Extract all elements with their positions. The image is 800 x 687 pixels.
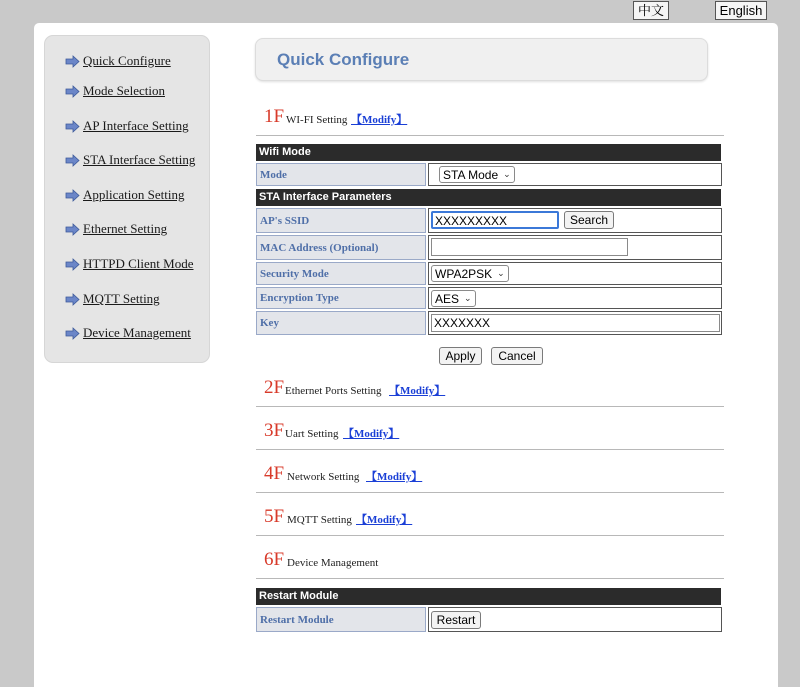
uart-modify-link[interactable]: 【Modify】 [343,428,400,440]
sidebar-item-label: AP Interface Setting [83,118,189,133]
section-number: 4F [264,463,285,484]
mode-select[interactable] [439,166,515,183]
chinese-language-button[interactable]: 中文 [633,1,669,20]
mac-address-cell [428,235,722,260]
security-mode-select[interactable] [431,265,509,282]
sidebar-item-label: Quick Configure [83,53,171,68]
mode-select-value: STA Mode [443,167,499,182]
section-mqtt-setting [256,500,724,536]
restart-module-header: Restart Module [256,588,721,605]
ethernet-modify-link[interactable]: 【Modify】 [389,385,446,397]
cancel-button[interactable]: Cancel [491,347,543,365]
arrow-right-icon [65,293,80,306]
sidebar-item-quick-configure[interactable] [65,51,171,71]
arrow-right-icon [65,258,80,271]
section-number: 1F [264,106,285,127]
arrow-right-icon [65,85,80,98]
section-wifi-setting [256,100,724,136]
key-input[interactable]: XXXXXXX [431,314,720,332]
page-title: Quick Configure [277,50,410,69]
security-mode-value: WPA2PSK [435,266,493,281]
arrow-right-icon [65,189,80,202]
encryption-type-value: AES [435,291,460,306]
chevron-down-icon: ⌄ [503,169,511,179]
section-number: 5F [264,506,285,527]
security-mode-label: Security Mode [256,262,426,285]
key-cell [428,311,722,335]
ssid-label: AP's SSID [256,208,426,233]
sidebar-item-ap-interface-setting[interactable] [65,116,189,136]
page-title-box [255,38,708,81]
key-label: Key [256,311,426,335]
english-language-button[interactable]: English [715,1,767,20]
section-number: 3F [264,420,285,441]
mac-address-label: MAC Address (Optional) [256,235,426,260]
mac-address-input[interactable] [431,238,628,256]
arrow-right-icon [65,327,80,340]
sidebar-item-sta-interface-setting[interactable] [65,150,195,170]
sidebar-item-mqtt-setting[interactable] [65,289,160,309]
encryption-type-cell [428,287,722,309]
mqtt-modify-link[interactable]: 【Modify】 [356,514,413,526]
chevron-down-icon: ⌄ [497,268,505,278]
sidebar-item-mode-selection[interactable] [65,81,165,101]
ssid-input[interactable]: XXXXXXXXX [431,211,559,229]
sidebar-item-device-management[interactable] [65,323,191,343]
security-mode-cell [428,262,722,285]
section-label: Uart Setting [285,428,339,440]
sidebar-item-label: HTTPD Client Mode [83,256,194,271]
ssid-cell [428,208,722,233]
encryption-type-label: Encryption Type [256,287,426,309]
sidebar-item-label: Application Setting [83,187,185,202]
section-label: Ethernet Ports Setting [285,385,382,397]
section-number: 2F [264,377,285,398]
sidebar-item-ethernet-setting[interactable] [65,219,167,239]
section-label: Device Management [287,557,379,569]
sidebar-item-httpd-client-mode[interactable] [65,254,194,274]
sidebar-item-application-setting[interactable] [65,185,184,205]
sidebar-item-label: Mode Selection [83,83,165,98]
section-label: Network Setting [287,471,360,483]
apply-button[interactable]: Apply [439,347,482,365]
sidebar-item-label: STA Interface Setting [83,152,196,167]
page-container [34,23,778,687]
sidebar-item-label: Device Management [83,325,191,340]
sidebar [44,35,210,363]
sta-parameters-header: STA Interface Parameters [256,189,721,206]
mode-cell [428,163,722,186]
section-label: MQTT Setting [287,514,352,526]
restart-module-label: Restart Module [256,607,426,632]
arrow-right-icon [65,120,80,133]
sidebar-item-label: MQTT Setting [83,291,160,306]
section-network-setting [256,457,724,493]
restart-module-cell [428,607,722,632]
section-ethernet-ports-setting [256,371,724,407]
arrow-right-icon [65,55,80,68]
wifi-mode-header: Wifi Mode [256,144,721,161]
restart-button[interactable]: Restart [431,611,481,629]
network-modify-link[interactable]: 【Modify】 [366,471,423,483]
section-number: 6F [264,549,285,570]
arrow-right-icon [65,223,80,236]
section-label: WI-FI Setting [286,114,348,126]
search-button[interactable]: Search [564,211,614,229]
chevron-down-icon: ⌄ [464,293,472,303]
sidebar-item-label: Ethernet Setting [83,221,168,236]
mode-label: Mode [256,163,426,186]
section-device-management [256,543,724,579]
wifi-modify-link[interactable]: 【Modify】 [351,114,408,126]
arrow-right-icon [65,154,80,167]
encryption-type-select[interactable] [431,290,476,307]
section-uart-setting [256,414,724,450]
